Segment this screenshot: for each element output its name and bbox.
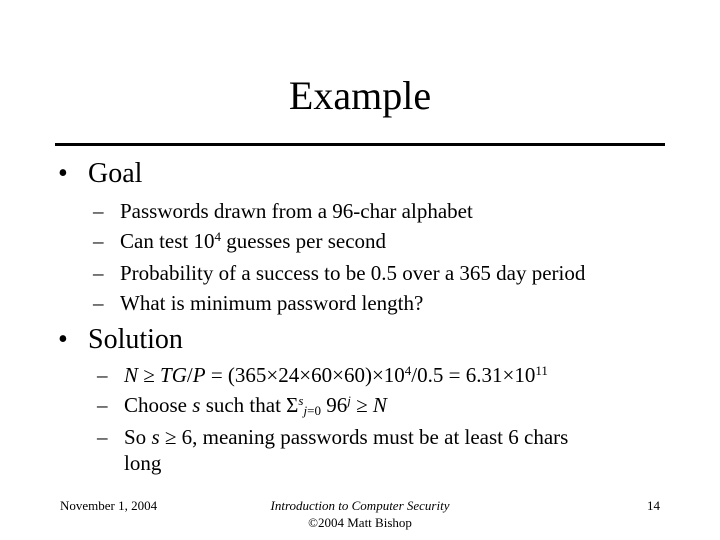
dash-marker: – — [93, 229, 104, 253]
footer-course: Introduction to Computer Security — [270, 498, 450, 513]
goal-item-text: What is minimum password length? — [120, 291, 424, 315]
solution-item-text: So s ≥ 6, meaning passwords must be at least 6 chars long — [124, 425, 569, 475]
footer-author: ©2004 Matt Bishop — [308, 515, 412, 530]
title-divider — [55, 143, 665, 146]
solution-item-text: $N \ge TG/P = (365\times 24\times 60\times 60)\times 10^4/0.5 = 6.31\times 10^{11}$ — [124, 362, 548, 387]
dash-marker: – — [93, 291, 104, 315]
solution-item-text: Choose s such that $\Sigma^s_{j=0}$ $96^j \ge N$ — [124, 392, 387, 419]
bullet-heading-goal: Goal — [88, 158, 143, 189]
dash-marker: – — [97, 425, 108, 449]
goal-item-text: Probability of a success to be 0.5 over a 365 day period — [120, 261, 586, 285]
dash-marker: – — [93, 261, 104, 285]
footer-page-number: 14 — [647, 498, 660, 513]
dash-marker: – — [93, 199, 104, 223]
bullet-dot: • — [58, 324, 68, 355]
bullet-solution — [58, 323, 183, 357]
goal-item-text: Passwords drawn from a 96-char alphabet — [120, 199, 473, 223]
footer-date: November 1, 2004 — [60, 498, 158, 513]
dash-marker: – — [97, 393, 108, 417]
goal-item-text: Can test $10^4$ guesses per second — [120, 228, 387, 253]
footer-center — [220, 497, 500, 531]
bullet-goal — [58, 157, 142, 191]
bullet-dot: • — [58, 158, 68, 189]
bullet-heading-solution: Solution — [88, 324, 183, 355]
dash-marker: – — [97, 363, 108, 387]
slide-title: Example — [288, 73, 432, 118]
